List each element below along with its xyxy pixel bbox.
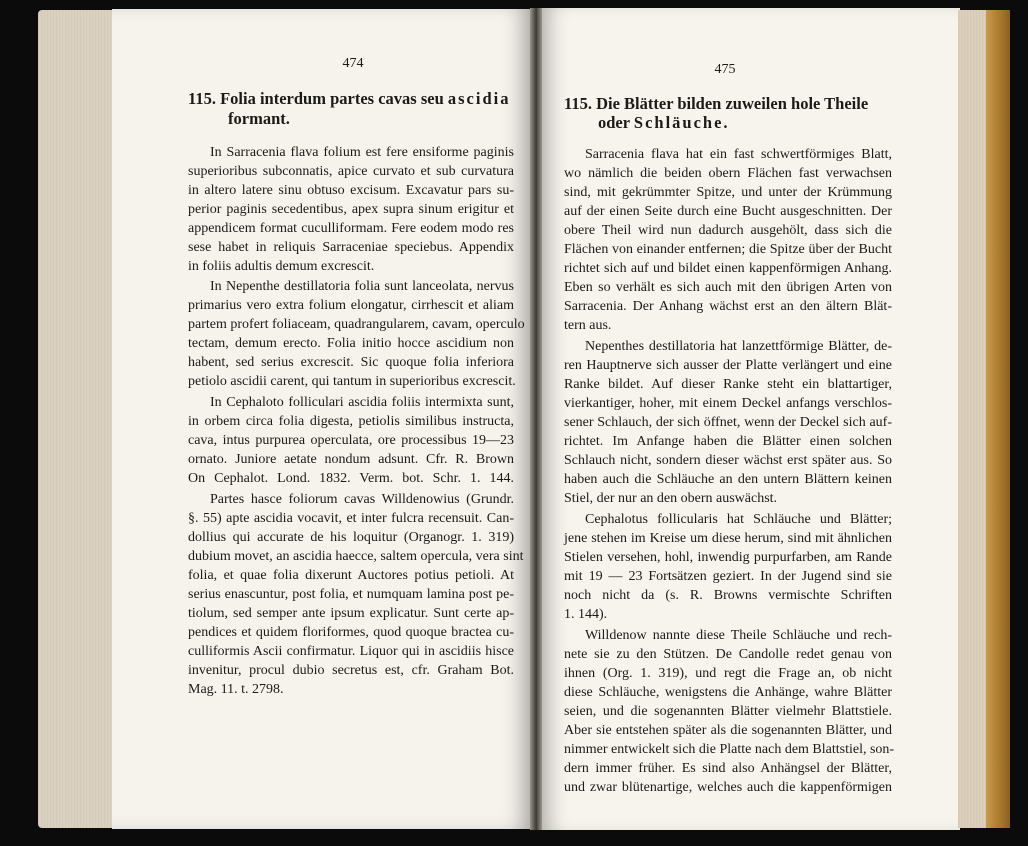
right-line: ren Hauptnerve sich ausser der Platte verlängert und eine <box>564 358 892 373</box>
book-cover-edge <box>986 10 1010 828</box>
right-line: Cephalotus follicularis hat Schläuche und Blätter; <box>585 512 892 527</box>
heading-left-spaced: ascidia <box>447 89 511 108</box>
left-line: partem profert foliaceam, quadrangularem, cavam, operculo <box>188 317 525 332</box>
right-line: vierkantiger, hoher, mit einem Deckel anfangs verschlos- <box>564 396 892 411</box>
right-line: diese Schläuche, wenigstens die Anhänge, wahre Blätter <box>564 685 892 700</box>
right-line: auf der einen Seite durch eine Bucht ausgeschnitten. Der <box>564 204 892 219</box>
left-line: primarius vero extra folium elongatur, cirrhescit et aliam <box>188 298 514 313</box>
left-line: sese habet in reliquis Sarraceniae speciebus. Appendix <box>188 240 514 255</box>
right-line: ihnen (Org. 1. 319), und regt die Frage an, ob nicht <box>564 666 892 681</box>
heading-left-line2: formant. <box>228 109 290 128</box>
right-line: Willdenow nannte diese Theile Schläuche und rech- <box>585 628 892 643</box>
left-line: tiolum, sed semper ante ipsum explicatur. Sunt certe ap- <box>188 606 514 621</box>
left-line: in foliis adultis demum excrescit. <box>188 259 375 274</box>
left-line: pendices et quidem floriformes, quod quoque bractea cu- <box>188 625 514 640</box>
heading-left-text: 115. Folia interdum partes cavas seu <box>188 89 444 108</box>
right-line: richtet sich auf und bildet einen kappenförmigen Anhang. <box>564 261 892 276</box>
right-line: noch nicht da (s. R. Browns vermischte Schriften <box>564 588 892 603</box>
left-line: Mag. 11. t. 2798. <box>188 682 284 697</box>
right-line: Nepenthes destillatoria hat lanzettförmige Blätter, de- <box>585 339 892 354</box>
left-line: cava, intus purpurea operculata, ore processibus 19—23 <box>188 433 514 448</box>
left-line: Partes hasce foliorum cavas Willdenowius (Grundr. <box>210 492 514 507</box>
left-line: In Sarracenia flava folium est fere ensiforme paginis <box>210 145 514 160</box>
section-heading-left <box>188 89 510 108</box>
left-line: ornato. Juniore aetate nondum adsunt. Cfr. R. Brown <box>188 452 514 467</box>
right-line: Eben so verhält es sich auch mit den übrigen Arten von <box>564 280 892 295</box>
right-line: 1. 144). <box>564 607 608 622</box>
left-line: invenitur, procul dubio secretus est, cfr. Graham Bot. <box>188 663 514 678</box>
right-line: obere Theil wird nun dadurch ausgehölt, dass sich die <box>564 223 892 238</box>
right-line: Schlauch nicht, sondern dieser wächst erst später aus. So <box>564 453 892 468</box>
left-line: On Cephalot. Lond. 1832. Verm. bot. Schr. 1. 144. <box>188 471 514 486</box>
left-line: petiolo ascidii carent, qui tantum in superioribus excrescit. <box>188 374 516 389</box>
right-line: haben auch die Schläuche an den untern Blättern keinen <box>564 472 892 487</box>
right-line: nimmer entwickelt sich die Platte nach dem Blattstiel, son- <box>564 742 895 757</box>
right-line: wo nämlich die beiden obern Flächen fast verwachsen <box>564 166 892 181</box>
right-line: Sarracenia. Der Anhang wächst erst an den ältern Blät- <box>564 299 892 314</box>
right-line: Aber sie entstehen später als die sogenannten Blätter, und <box>564 723 892 738</box>
left-line: serius enascuntur, post folia, et numquam lamina post pe- <box>188 587 514 602</box>
right-line: Sarracenia flava hat ein fast schwertförmiges Blatt, <box>585 147 892 162</box>
left-line: tectam, demum erecto. Folia initio hocce ascidium non <box>188 336 514 351</box>
heading-right-line2 <box>598 113 730 132</box>
left-page-edges <box>38 10 118 828</box>
right-line: sener Schlauch, der sich öffnet, wenn der Deckel sich auf- <box>564 415 892 430</box>
heading-right-spaced: Schläuche. <box>633 113 730 132</box>
left-line: appendicem format cuculliformam. Fere eodem modo res <box>188 221 514 236</box>
left-line: In Cephaloto folliculari ascidia foliis intermixta sunt, <box>210 395 514 410</box>
right-line: Stielen versehen, hohl, inwendig purpurfarben, am Rande <box>564 550 892 565</box>
left-line: dubium movet, an ascidia haecce, saltem opercula, vera sint <box>188 549 524 564</box>
right-line: mit 19 — 23 Fortsätzen geziert. In der Jugend sind sie <box>564 569 892 584</box>
left-line: culliformis Ascii confirmatur. Liquor qui in ascidiis hisce <box>188 644 514 659</box>
right-line: dern immer früher. Es sind also Anhängsel der Blätter, <box>564 761 892 776</box>
right-line: Ranke bildet. Auf dieser Ranke steht ein blattartiger, <box>564 377 892 392</box>
right-line: und zwar blütenartige, welches auch die kappenförmigen <box>564 780 892 795</box>
left-line: perior paginis secedentibus, apex supra sinum erigitur et <box>188 202 514 217</box>
page-number-left: 474 <box>342 56 364 71</box>
left-line: habent, sed serius excrescit. Sic quoque folia inferiora <box>188 355 514 370</box>
right-line: seien, und die sogenannten Blätter vielmehr Blattstiele. <box>564 704 892 719</box>
page-number-right: 475 <box>714 62 736 77</box>
right-line: Stiel, der nur an den obern auswächst. <box>564 491 778 506</box>
left-line: dollius qui accurate de his loquitur (Organogr. 1. 319) <box>188 530 514 545</box>
heading-right-text: oder <box>598 113 630 132</box>
right-line: nete sie zu den Stützen. De Candolle redet genau von <box>564 647 892 662</box>
left-line: §. 55) apte ascidia vocavit, et inter fulcra recensuit. Can- <box>188 511 514 526</box>
left-line: In Nepenthe destillatoria folia sunt lanceolata, nervus <box>210 279 514 294</box>
right-line: sind, mit gekrümmter Spitze, und unter der Krümmung <box>564 185 892 200</box>
right-page-edges <box>958 10 988 828</box>
left-line: in orbem circa folia digesta, petiolis similibus instructa, <box>188 414 514 429</box>
left-line: superioribus subconnatis, apice curvato et sub curvatura <box>188 164 514 179</box>
right-line: jene stehen im Kreise um diese herum, sind mit ähnlichen <box>564 531 892 546</box>
left-line: folia, et quae folia dixerunt Auctores potius petioli. At <box>188 568 514 583</box>
left-line: in altero latere sinu obtuso excisum. Excavatur pars su- <box>188 183 514 198</box>
right-line: tern aus. <box>564 318 612 333</box>
right-line: richtet. Im Anfange haben die Blätter einen solchen <box>564 434 892 449</box>
section-heading-right: 115. Die Blätter bilden zuweilen hole Theile <box>564 94 869 113</box>
right-line: Flächen von einander entfernen; die Spitze über der Bucht <box>564 242 892 257</box>
